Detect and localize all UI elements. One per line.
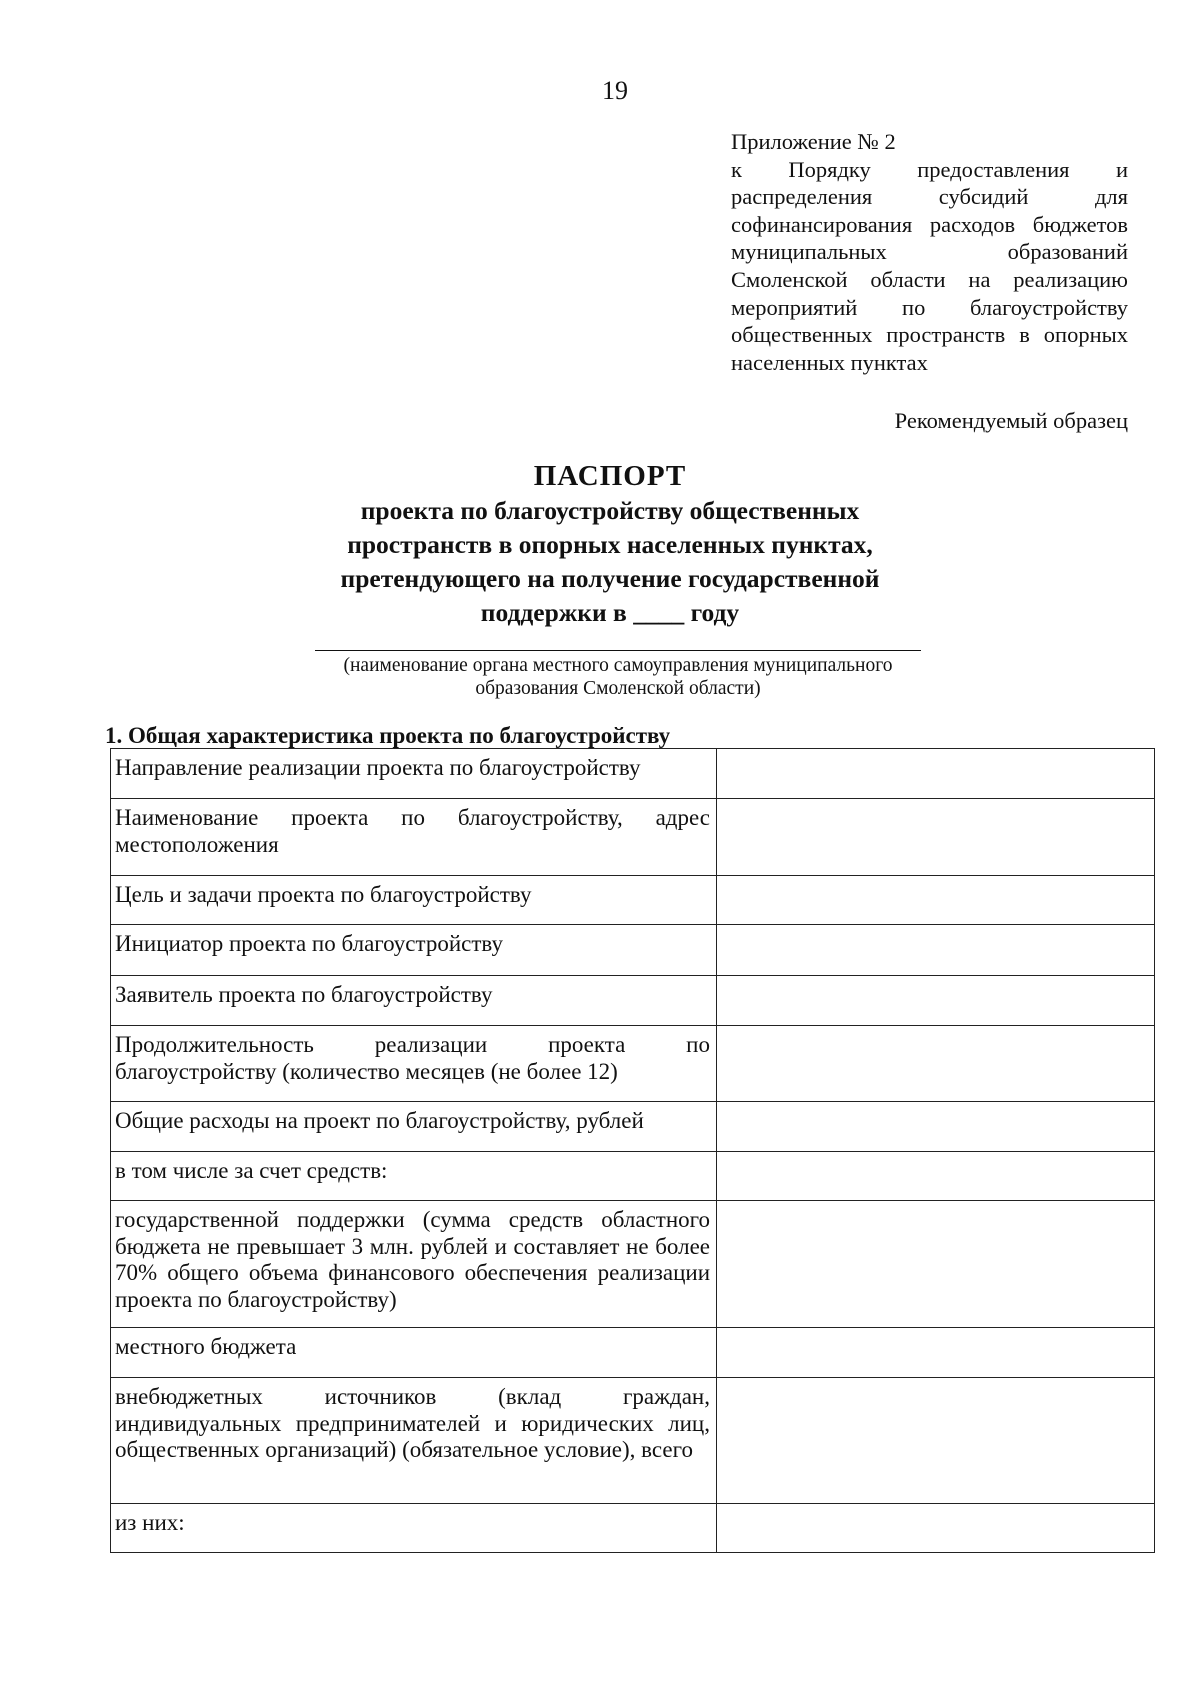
- title-line-3: претендующего на получение государственной: [340, 564, 880, 593]
- row-value: [717, 1026, 1155, 1102]
- appendix-body: к Порядку предоставления и распределения субсидий для софинансирования расходов бюджетов муниципальных образований Смоленской области на реализацию мероприятий по благоустройству общественных пространств в опорных населенных пунктах: [731, 156, 1128, 375]
- row-label: Общие расходы на проект по благоустройству, рублей: [111, 1102, 717, 1152]
- document-title: [260, 458, 960, 630]
- row-label: Инициатор проекта по благоустройству: [111, 925, 717, 976]
- passport-heading: ПАСПОРТ: [533, 460, 687, 492]
- row-label: Направление реализации проекта по благоустройству: [111, 749, 717, 799]
- table-row: [111, 749, 1155, 799]
- row-value: [717, 799, 1155, 876]
- row-label: в том числе за счет средств:: [111, 1152, 717, 1201]
- project-characteristics-table: [110, 748, 1155, 1553]
- row-label: местного бюджета: [111, 1328, 717, 1378]
- table-row: [111, 1328, 1155, 1378]
- row-label: из них:: [111, 1504, 717, 1553]
- appendix-block: [731, 128, 1128, 376]
- sample-label: Рекомендуемый образец: [894, 408, 1128, 433]
- org-name-blank-line: [315, 650, 921, 651]
- table-row: [111, 876, 1155, 925]
- row-value: [717, 1201, 1155, 1328]
- row-value: [717, 876, 1155, 925]
- row-value: [717, 1102, 1155, 1152]
- row-value: [717, 925, 1155, 976]
- table-row: [111, 1152, 1155, 1201]
- row-label: Продолжительность реализации проекта по благоустройству (количество месяцев (не более 12): [111, 1026, 717, 1102]
- org-caption-line-2: образования Смоленской области): [475, 678, 761, 699]
- row-value: [717, 1504, 1155, 1553]
- org-caption: [300, 654, 936, 700]
- row-label: Заявитель проекта по благоустройству: [111, 976, 717, 1026]
- org-caption-line-1: (наименование органа местного самоуправления муниципального: [343, 655, 893, 676]
- page-number: 19: [602, 76, 628, 105]
- title-line-4: поддержки в ____ году: [480, 598, 740, 627]
- row-value: [717, 1152, 1155, 1201]
- table-row: [111, 1102, 1155, 1152]
- row-value: [717, 1378, 1155, 1504]
- row-value: [717, 976, 1155, 1026]
- row-label: государственной поддержки (сумма средств областного бюджета не превышает 3 млн. рублей и составляет не более 70% общего объема финансового обеспечения реализации проекта по благоустройству): [111, 1201, 717, 1328]
- appendix-title: Приложение № 2: [731, 129, 896, 154]
- table-row: [111, 925, 1155, 976]
- table-row: [111, 1504, 1155, 1553]
- section-1-heading: 1. Общая характеристика проекта по благоустройству: [105, 723, 671, 748]
- row-value: [717, 749, 1155, 799]
- title-line-1: проекта по благоустройству общественных: [360, 496, 860, 525]
- table-row: [111, 1201, 1155, 1328]
- row-label: Цель и задачи проекта по благоустройству: [111, 876, 717, 925]
- title-line-2: пространств в опорных населенных пунктах,: [347, 530, 873, 559]
- table-row: [111, 799, 1155, 876]
- table-row: [111, 1378, 1155, 1504]
- table-row: [111, 1026, 1155, 1102]
- row-label: внебюджетных источников (вклад граждан, индивидуальных предпринимателей и юридических лиц, общественных организаций) (обязательное условие), всего: [111, 1378, 717, 1504]
- row-label: Наименование проекта по благоустройству, адрес местоположения: [111, 799, 717, 876]
- row-value: [717, 1328, 1155, 1378]
- table-row: [111, 976, 1155, 1026]
